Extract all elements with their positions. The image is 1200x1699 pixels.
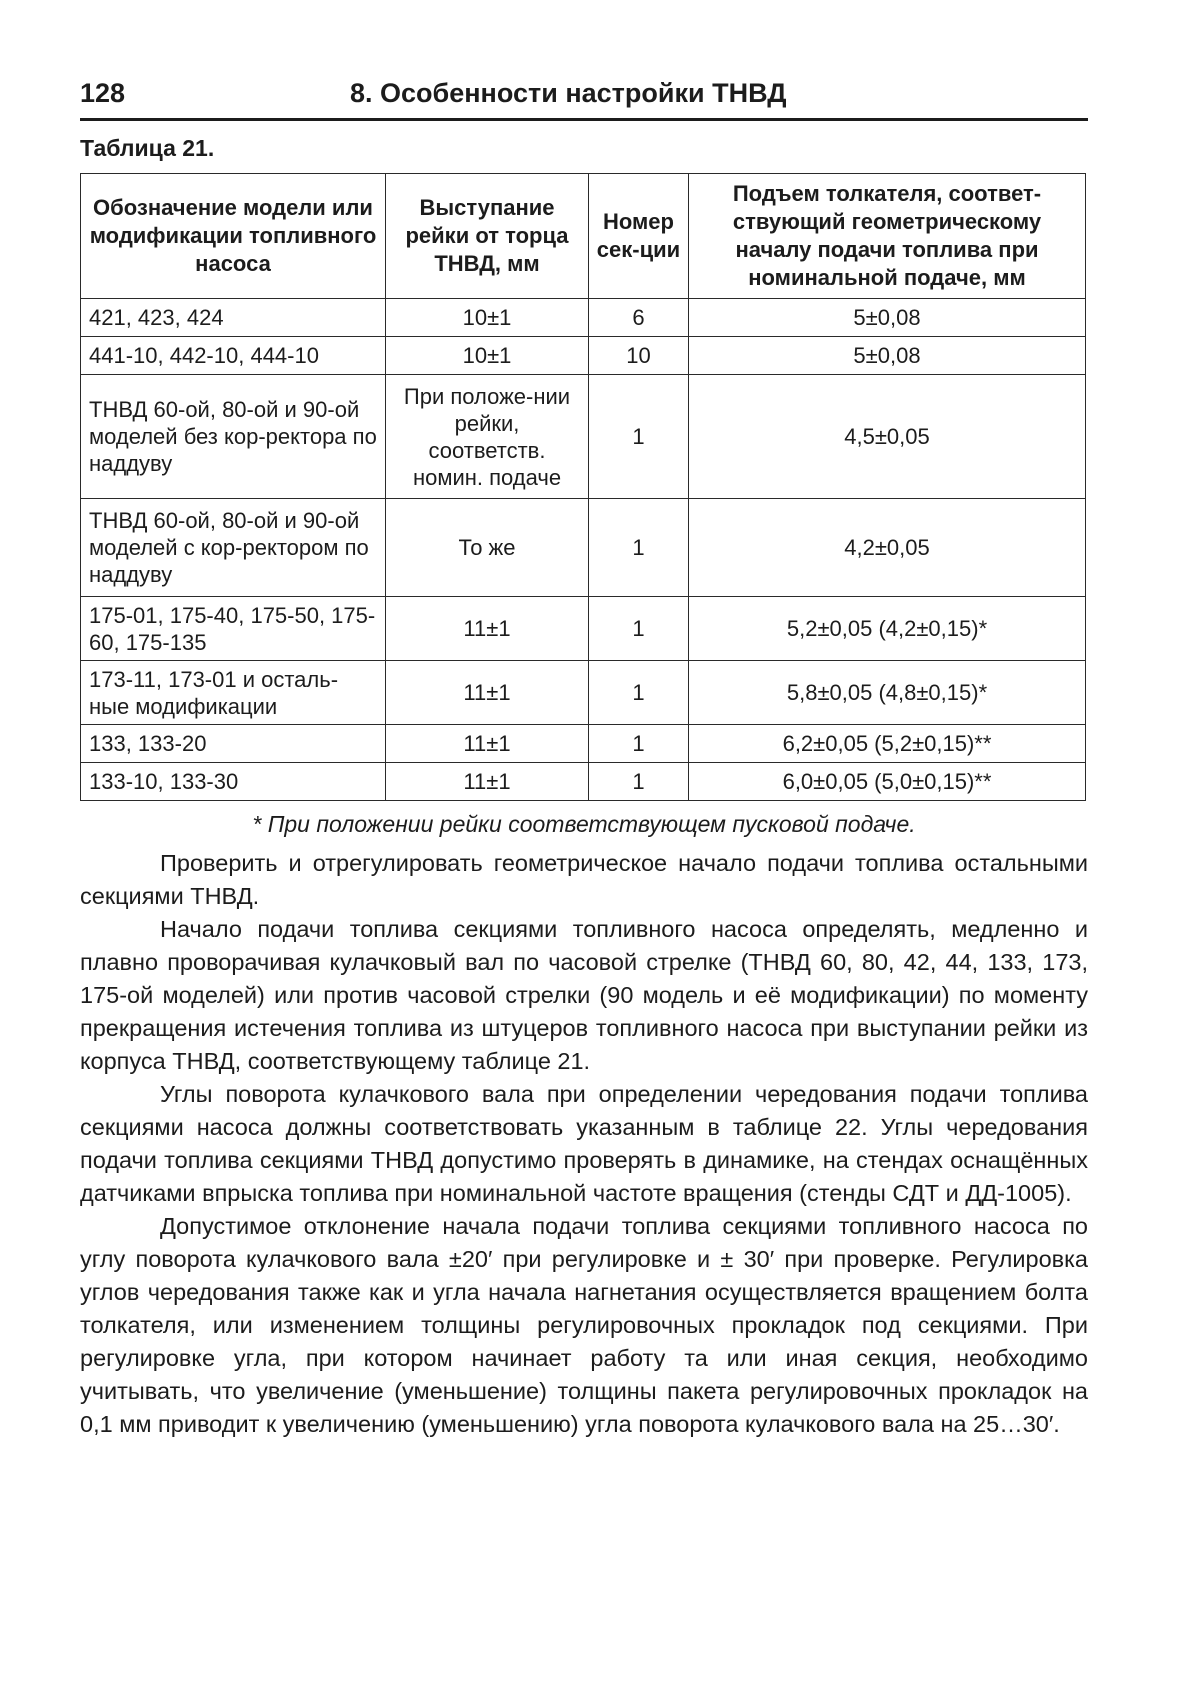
column-header-section: Номер сек-ции <box>589 174 689 299</box>
cell-rack: 11±1 <box>386 661 589 725</box>
header-rule <box>80 118 1088 121</box>
cell-lift: 4,5±0,05 <box>689 375 1086 499</box>
cell-section: 1 <box>589 499 689 597</box>
spec-table <box>80 173 1086 801</box>
cell-lift: 5±0,08 <box>689 337 1086 375</box>
column-header-lift: Подъем толкателя, соответ-ствующий геометрическому началу подачи топлива при номинальной подаче, мм <box>689 174 1086 299</box>
cell-model: 441-10, 442-10, 444-10 <box>81 337 386 375</box>
table-row <box>81 763 1086 801</box>
cell-rack: 11±1 <box>386 763 589 801</box>
cell-section: 1 <box>589 725 689 763</box>
cell-model: ТНВД 60-ой, 80-ой и 90-ой моделей без кор-ректора по наддуву <box>81 375 386 499</box>
paragraph: Допустимое отклонение начала подачи топлива секциями топливного насоса по углу поворота кулачкового вала ±20′ при регулировке и ± 30′ при проверке. Регулировка углов чередования также как и угла начала нагнетания осуществляется вращением болта толкателя, или изменением толщины регулировочных прокладок под секциями. При регулировке угла, при котором начинает работу та или иная секция, необходимо учитывать, что увеличение (уменьшение) толщины пакета регулировочных прокладок на 0,1 мм приводит к увеличению (уменьшению) угла поворота кулачкового вала на 25…30′. <box>80 1213 1088 1437</box>
cell-model: 421, 423, 424 <box>81 299 386 337</box>
table-row <box>81 597 1086 661</box>
cell-rack: 10±1 <box>386 299 589 337</box>
cell-lift: 5,8±0,05 (4,8±0,15)* <box>689 661 1086 725</box>
cell-lift: 6,0±0,05 (5,0±0,15)** <box>689 763 1086 801</box>
page-number: 128 <box>80 78 126 108</box>
table-header-row <box>81 174 1086 299</box>
paragraph: Начало подачи топлива секциями топливного насоса определять, медленно и плавно проворачивая кулачковый вал по часовой стрелке (ТНВД 60, 80, 42, 44, 133, 173, 175-ой моделей) или против часовой стрелки (90 модель и её модификации) по моменту прекращения истечения топлива из штуцеров топливного насоса при выступании рейки из корпуса ТНВД, соответствующему таблице 21. <box>80 916 1088 1074</box>
cell-lift: 5,2±0,05 (4,2±0,15)* <box>689 597 1086 661</box>
cell-model: ТНВД 60-ой, 80-ой и 90-ой моделей с кор-ректором по наддуву <box>81 499 386 597</box>
cell-rack: То же <box>386 499 589 597</box>
cell-model: 173-11, 173-01 и осталь-ные модификации <box>81 661 386 725</box>
table-row <box>81 375 1086 499</box>
cell-lift: 6,2±0,05 (5,2±0,15)** <box>689 725 1086 763</box>
cell-model: 133, 133-20 <box>81 725 386 763</box>
paragraph: Проверить и отрегулировать геометрическое начало подачи топлива остальными секциями ТНВД. <box>80 850 1088 909</box>
table-caption: Таблица 21. <box>80 135 215 161</box>
body-text <box>80 847 1088 1441</box>
cell-section: 1 <box>589 597 689 661</box>
cell-section: 10 <box>589 337 689 375</box>
running-title: 8. Особенности настройки ТНВД <box>350 78 787 108</box>
table-row <box>81 299 1086 337</box>
cell-rack: 11±1 <box>386 725 589 763</box>
table-row <box>81 661 1086 725</box>
paragraph: Углы поворота кулачкового вала при определении чередования подачи топлива секциями насоса должны соответствовать указанным в таблице 22. Углы чередования подачи топлива секциями ТНВД допустимо проверять в динамике, на стендах оснащённых датчиками впрыска топлива при номинальной частоте вращения (стенды СДТ и ДД-1005). <box>80 1081 1088 1206</box>
cell-section: 6 <box>589 299 689 337</box>
page-header <box>80 78 1088 116</box>
table-row <box>81 499 1086 597</box>
cell-rack: 10±1 <box>386 337 589 375</box>
cell-section: 1 <box>589 763 689 801</box>
table-row <box>81 725 1086 763</box>
table-footnote: * При положении рейки соответствующем пусковой подаче. <box>252 811 916 837</box>
cell-lift: 5±0,08 <box>689 299 1086 337</box>
cell-model: 133-10, 133-30 <box>81 763 386 801</box>
column-header-rack: Выступание рейки от торца ТНВД, мм <box>386 174 589 299</box>
table-row <box>81 337 1086 375</box>
column-header-model: Обозначение модели или модификации топливного насоса <box>81 174 386 299</box>
cell-section: 1 <box>589 375 689 499</box>
cell-section: 1 <box>589 661 689 725</box>
cell-rack: При положе-нии рейки, соответств. номин. подаче <box>386 375 589 499</box>
cell-rack: 11±1 <box>386 597 589 661</box>
cell-lift: 4,2±0,05 <box>689 499 1086 597</box>
page <box>80 78 1088 1441</box>
cell-model: 175-01, 175-40, 175-50, 175-60, 175-135 <box>81 597 386 661</box>
